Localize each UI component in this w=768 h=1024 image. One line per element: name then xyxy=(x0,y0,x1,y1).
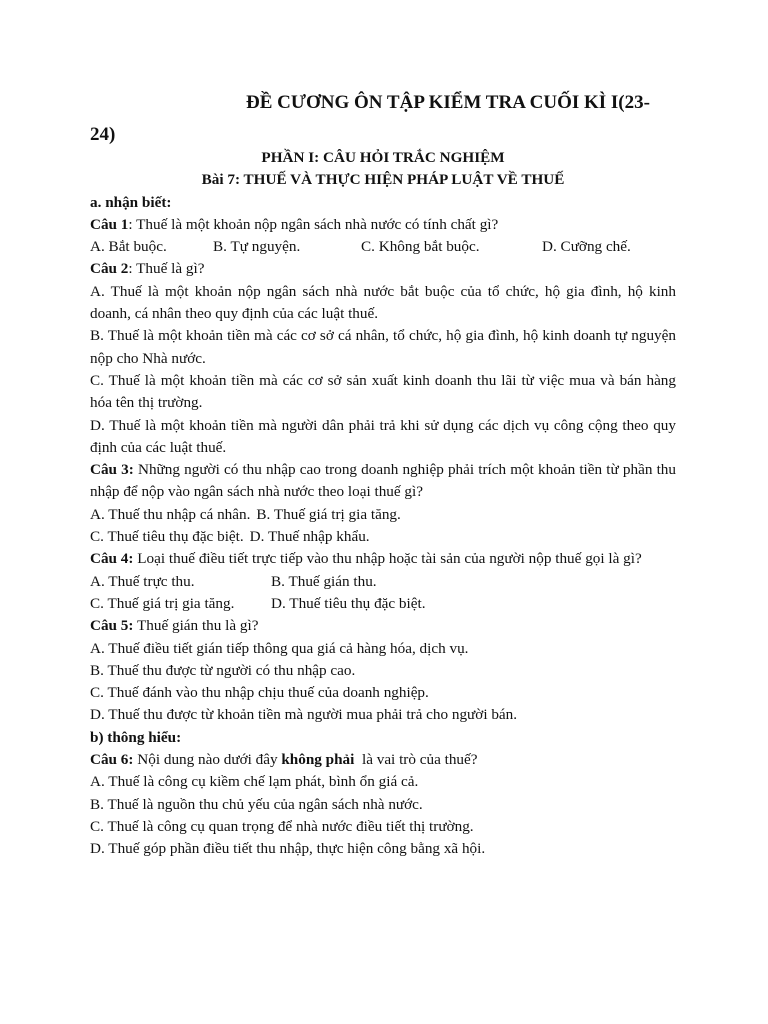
option-d: D. Thuế là một khoản tiền mà người dân phải trả khi sử dụng các dịch vụ công cộng theo quy định của các luật thuế. xyxy=(90,416,676,456)
question-label: Câu 6: xyxy=(90,751,134,769)
option-d: D. Cưỡng chế. xyxy=(542,238,631,256)
lesson-heading: Bài 7: THUẾ VÀ THỰC HIỆN PHÁP LUẬT VỀ THUẾ xyxy=(201,171,565,189)
document-title-line1: ĐỀ CƯƠNG ÔN TẬP KIỂM TRA CUỐI KÌ I(23- xyxy=(246,92,650,113)
question-1-options xyxy=(90,236,676,258)
question-6 xyxy=(90,749,676,771)
document-body xyxy=(90,147,676,861)
question-text: : Thuế là gì? xyxy=(128,260,205,278)
question-1 xyxy=(90,214,676,236)
option-b: B. Thuế giá trị gia tăng. xyxy=(256,505,401,523)
question-4-options-row1 xyxy=(90,571,676,593)
question-text: : Thuế là một khoản nộp ngân sách nhà nước có tính chất gì? xyxy=(128,215,499,233)
question-label: Câu 3: xyxy=(90,461,134,479)
option-c: C. Thuế là một khoản tiền mà các cơ sở sản xuất kinh doanh thu lãi từ việc mua và bán hàng hóa tên thị trường. xyxy=(90,371,676,412)
option-a: A. Bắt buộc. xyxy=(90,238,167,256)
question-label: Câu 5: xyxy=(90,617,134,635)
question-3-options-row1 xyxy=(90,504,676,526)
option-b: B. Thuế là một khoản tiền mà các cơ sở cá nhân, tổ chức, hộ gia đình, hộ kinh doanh tự nguyện nộp cho Nhà nước. xyxy=(90,327,676,367)
part-heading: PHẦN I: CÂU HỎI TRẮC NGHIỆM xyxy=(261,149,505,166)
option-d: D. Thuế tiêu thụ đặc biệt. xyxy=(271,594,426,612)
question-text: Những người có thu nhập cao trong doanh nghiệp phải trích một khoản tiền từ phần thu nhập để nộp vào ngân sách nhà nước theo loại thuế gì? xyxy=(90,461,676,501)
option-d: D. Thuế thu được từ khoản tiền mà người mua phải trả cho người bán. xyxy=(90,706,518,724)
question-label: Câu 1 xyxy=(90,215,129,233)
question-text: Nội dung nào dưới đây xyxy=(133,751,282,769)
option-a: A. Thuế thu nhập cá nhân. xyxy=(90,505,251,523)
question-label: Câu 4: xyxy=(90,550,134,568)
question-label: Câu 2 xyxy=(90,260,129,278)
option-c: C. Không bắt buộc. xyxy=(361,238,480,256)
option-b: B. Thuế là nguồn thu chủ yếu của ngân sách nhà nước. xyxy=(90,795,423,813)
option-a: A. Thuế là một khoản nộp ngân sách nhà nước bắt buộc của tổ chức, hộ gia đình, hộ kinh doanh, cá nhân theo quy định của các luật thuế. xyxy=(90,282,676,323)
question-text: Loại thuế điều tiết trực tiếp vào thu nhập hoặc tài sản của người nộp thuế gọi là gì? xyxy=(133,550,642,568)
option-a: A. Thuế trực thu. xyxy=(90,572,195,590)
question-text: Thuế gián thu là gì? xyxy=(133,617,259,635)
option-d: D. Thuế góp phần điều tiết thu nhập, thực hiện công bằng xã hội. xyxy=(90,840,486,858)
question-text-end: là vai trò của thuế? xyxy=(354,751,478,769)
question-4-options-row2 xyxy=(90,593,676,615)
question-3 xyxy=(90,459,676,504)
question-emphasis: không phải xyxy=(281,751,355,769)
option-c: C. Thuế tiêu thụ đặc biệt. xyxy=(90,528,244,546)
option-b: B. Thuế thu được từ người có thu nhập cao. xyxy=(90,661,356,679)
option-c: C. Thuế giá trị gia tăng. xyxy=(90,594,235,612)
option-a: A. Thuế là công cụ kiềm chế lạm phát, bình ổn giá cả. xyxy=(90,773,419,791)
option-c: C. Thuế đánh vào thu nhập chịu thuế của doanh nghiệp. xyxy=(90,684,429,702)
document-title-line2: 24) xyxy=(90,124,116,145)
option-d: D. Thuế nhập khẩu. xyxy=(249,528,370,546)
question-5 xyxy=(90,615,676,637)
option-a: A. Thuế điều tiết gián tiếp thông qua giá cả hàng hóa, dịch vụ. xyxy=(90,639,469,657)
section-b-heading: b) thông hiểu: xyxy=(90,728,182,746)
question-3-options-row2 xyxy=(90,526,676,548)
option-b: B. Tự nguyện. xyxy=(213,238,301,256)
option-c: C. Thuế là công cụ quan trọng để nhà nước điều tiết thị trường. xyxy=(90,817,474,835)
option-b: B. Thuế gián thu. xyxy=(271,572,377,590)
section-a-heading: a. nhận biết: xyxy=(90,193,172,211)
question-2 xyxy=(90,258,676,280)
question-4 xyxy=(90,548,676,570)
